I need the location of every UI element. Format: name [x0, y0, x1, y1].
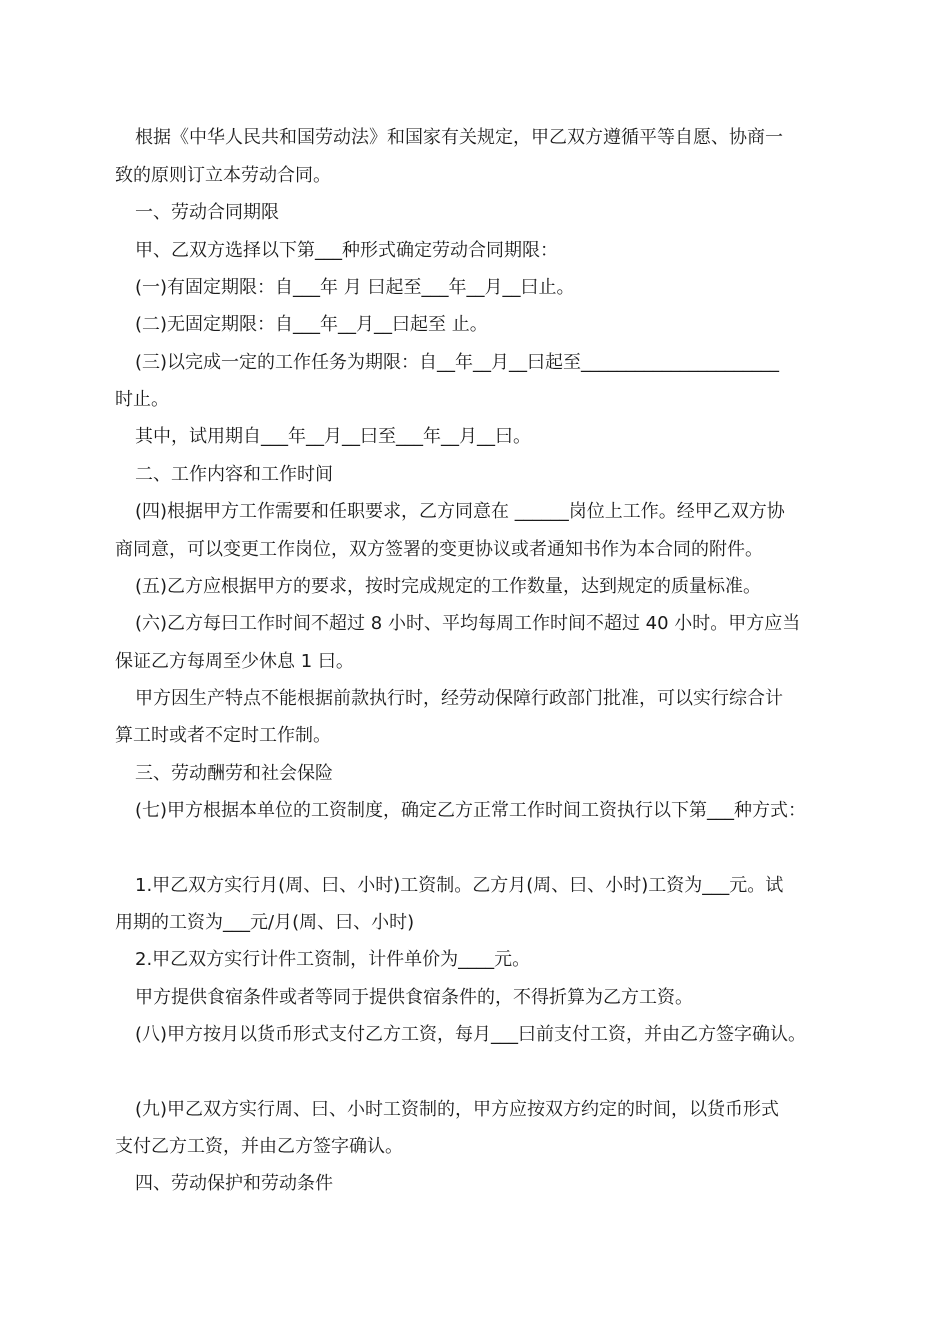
- paragraph-term-choice: 甲、乙双方选择以下第___种形式确定劳动合同期限：: [135, 240, 558, 261]
- clause-7: (七)甲方根据本单位的工资制度，确定乙方正常工作时间工资执行以下第___种方式：: [135, 800, 807, 821]
- clause-3-line-2: 时止。: [115, 389, 169, 410]
- clause-3-line-1: (三)以完成一定的工作任务为期限：自__年__月__曰起至______________________: [135, 352, 780, 373]
- item-1-line-1: 1.甲乙双方实行月(周、曰、小时)工资制。乙方月(周、曰、小时)工资为___元。试: [135, 875, 784, 896]
- clause-9-line-1: (九)甲乙双方实行周、曰、小时工资制的，甲方应按双方约定的时间，以货币形式: [135, 1099, 780, 1120]
- section-heading-4: 四、劳动保护和劳动条件: [135, 1173, 333, 1194]
- clause-6-line-2: 保证乙方每周至少休息 1 曰。: [115, 651, 354, 672]
- paragraph-hours-line-1: 甲方因生产特点不能根据前款执行时，经劳动保障行政部门批准，可以实行综合计: [135, 688, 783, 709]
- clause-1: (一)有固定期限：自___年 月 曰起至___年__月__曰止。: [135, 277, 575, 298]
- clause-6-line-1: (六)乙方每曰工作时间不超过 8 小时、平均每周工作时间不超过 40 小时。甲方应当: [135, 613, 801, 634]
- item-1-line-2: 用期的工资为___元/月(周、曰、小时): [115, 912, 415, 933]
- paragraph-probation: 其中，试用期自___年__月__曰至___年__月__曰。: [135, 426, 531, 447]
- section-heading-3: 三、劳动酬劳和社会保险: [135, 763, 333, 784]
- paragraph-hours-line-2: 算工时或者不定时工作制。: [115, 725, 331, 746]
- clause-9-line-2: 支付乙方工资，并由乙方签字确认。: [115, 1136, 403, 1157]
- clause-4-line-1: (四)根据甲方工作需要和任职要求，乙方同意在 ______岗位上工作。经甲乙双方协: [135, 501, 785, 522]
- item-2: 2.甲乙双方实行计件工资制，计件单价为____元。: [135, 949, 531, 970]
- clause-8: (八)甲方按月以货币形式支付乙方工资，每月___曰前支付工资，并由乙方签字确认。: [135, 1024, 807, 1045]
- clause-5: (五)乙方应根据甲方的要求，按时完成规定的工作数量，达到规定的质量标准。: [135, 576, 762, 597]
- section-heading-2: 二、工作内容和工作时间: [135, 464, 333, 485]
- paragraph-intro-line-1: 根据《中华人民共和国劳动法》和国家有关规定，甲乙双方遵循平等自愿、协商一: [135, 127, 783, 148]
- paragraph-intro-line-2: 致的原则订立本劳动合同。: [115, 165, 331, 186]
- clause-4-line-2: 商同意，可以变更工作岗位，双方签署的变更协议或者通知书作为本合同的附件。: [115, 539, 763, 560]
- paragraph-board: 甲方提供食宿条件或者等同于提供食宿条件的，不得折算为乙方工资。: [135, 987, 693, 1008]
- clause-2: (二)无固定期限：自___年__月__曰起至 止。: [135, 314, 488, 335]
- section-heading-1: 一、劳动合同期限: [135, 202, 279, 223]
